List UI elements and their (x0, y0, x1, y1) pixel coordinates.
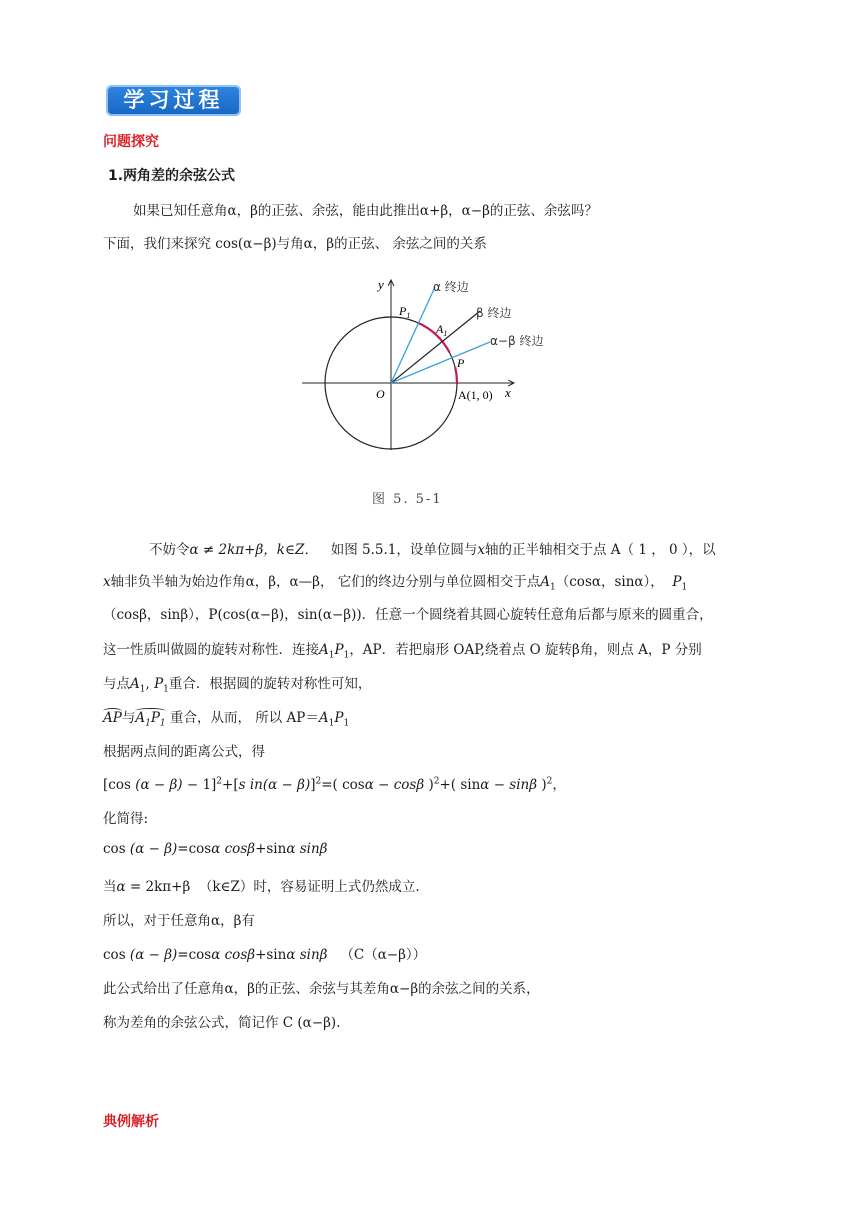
subsection-title: 1.两角差的余弦公式 (108, 168, 236, 184)
label-beta-side: β 终边 (476, 306, 512, 320)
label-p1: $P_1$ (399, 304, 411, 320)
figure-caption: 图 5. 5-1 (372, 492, 443, 507)
para-line-12: 所以，对于任意角α，β有 (103, 913, 255, 929)
distance-equation: [cos (α − β) − 1]$^2$+[s in(α − β)]$^2$=( cosα − cosβ )$^2$+( sinα − sinβ )$^2$， (103, 776, 566, 793)
label-y: y (378, 277, 384, 292)
label-diff-side: α−β 终边 (490, 334, 544, 348)
label-x: x (505, 385, 511, 400)
cosine-difference-formula: cos (α − β)=cosα cosβ+sinα sinβ （C（α−β）） (103, 947, 427, 963)
section-badge: 学习过程 (106, 85, 241, 116)
label-origin: O (376, 387, 385, 401)
section-title: 问题探究 (103, 134, 159, 150)
diff-terminal-side (391, 342, 490, 383)
intro-line-2: 下面，我们来探究 cos(α−β)与角α，β的正弦、 余弦之间的关系 (103, 236, 487, 252)
para-line-5: 与点$A_1$, $P_1$重合．根据圆的旋转对称性可知， (103, 676, 372, 695)
label-alpha-side: α 终边 (433, 280, 469, 294)
para-line-6: AP与$A_1P_1$ 重合，从而， 所以 $AP=A_1P_1$ (103, 710, 350, 729)
para-line-7: 根据两点间的距离公式，得 (103, 744, 265, 760)
para-line-2: x轴非负半轴为始边作角α，β，α—β， 它们的终边分别与单位圆相交于点$A_1(\cos\alpha$，sinα）， $P_1$ (103, 574, 688, 593)
para-line-4: 这一性质叫做圆的旋转对称性．连接$A_1P_1$，AP．若把扇形 OAP,绕着点 O 旋转β角，则点 A，P 分别 (103, 642, 702, 661)
simplified-formula: cos (α − β)=cosα cosβ+sinα sinβ (103, 841, 328, 857)
para-line-3: （cosβ，sinβ），P(cos(α−β)，sin(α−β))．任意一个圆绕着其圆心旋转任意角后都与原来的圆重合， (103, 607, 713, 623)
para-line-9: 化简得: (103, 811, 149, 827)
example-section-title: 典例解析 (103, 1114, 159, 1130)
label-p: P (457, 356, 465, 370)
para-line-14: 此公式给出了任意角α，β的正弦、余弦与其差角α−β的余弦之间的关系， (103, 981, 540, 997)
intro-line-1: 如果已知任意角α，β的正弦、余弦，能由此推出α+β，α−β的正弦、余弦吗？ (133, 203, 598, 219)
label-a1: $A_1$ (436, 322, 448, 338)
para-line-11: 当α = 2kπ+β （k∈Z）时，容易证明上式仍然成立. (103, 879, 420, 895)
para-line-15: 称为差角的余弦公式，简记作 C (α−β). (103, 1015, 341, 1031)
para-line-1: 不妨令α ≠ 2kπ+β，k∈Z． 如图 5.5.1，设单位圆与x轴的正半轴相交于点 A（ 1 ， 0 ），以 (149, 542, 716, 558)
unit-circle-figure (302, 275, 564, 515)
label-point-a: A(1, 0) (458, 388, 493, 402)
alpha-terminal-side (391, 287, 435, 383)
